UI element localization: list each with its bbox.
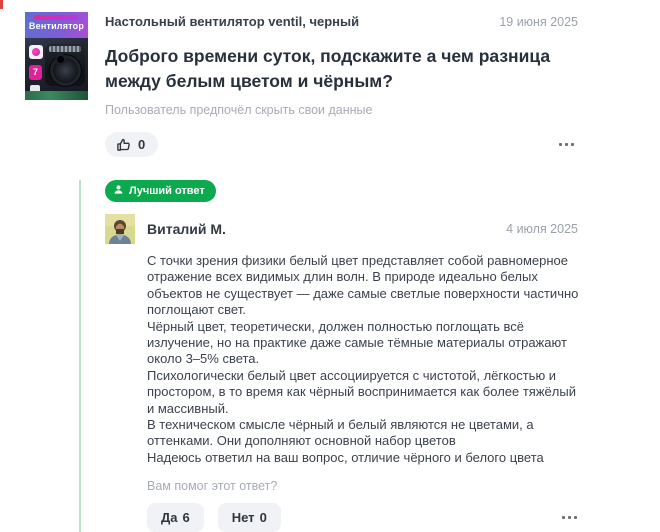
question-header	[105, 14, 578, 29]
answer-author[interactable]: Виталий М.	[147, 221, 226, 237]
answer-menu-button[interactable]	[558, 512, 581, 523]
vote-yes-button[interactable]	[147, 503, 204, 532]
thumbnail-promo-stripe	[34, 15, 78, 20]
answer-paragraph: Чёрный цвет, теоретически, должен полностью поглощать всё излучение, но на практике даже самые тёмные материалы отражают около 3–5% света.	[147, 318, 567, 367]
thumbnail-number-badge: 7	[29, 65, 42, 80]
product-thumbnail[interactable]	[25, 12, 88, 100]
thumbnail-sticker-icon	[29, 45, 43, 59]
answer-paragraph: С точки зрения физики белый цвет представляет собой равномерное отражение всех видимых длин волн. В природе идеально белых объектов не существует — даже самые светлые поверхности частично поглощают свет.	[147, 253, 579, 318]
answer-body	[147, 253, 581, 466]
vote-yes-label: Да	[161, 510, 178, 526]
fan-image	[45, 44, 85, 86]
question-like-button[interactable]	[105, 132, 158, 157]
thumbnail-grass	[25, 91, 88, 100]
fan-hub	[57, 56, 64, 63]
thumbs-up-icon	[116, 137, 131, 152]
fan-grille-top	[49, 46, 81, 52]
answer-thread	[79, 180, 578, 532]
person-icon	[113, 184, 124, 198]
fan-ring	[49, 54, 82, 87]
question-like-count: 0	[138, 137, 146, 152]
screenshot-edge-artifact	[0, 0, 3, 9]
question-menu-button[interactable]	[555, 139, 578, 150]
product-title[interactable]: Настольный вентилятор ventil, черный	[105, 14, 360, 29]
thumbnail-banner	[25, 12, 88, 38]
vote-no-count: 0	[259, 510, 267, 526]
question-text: Доброго времени суток, подскажите а чем разница между белым цветом и чёрным?	[105, 46, 551, 91]
helpful-prompt: Вам помог этот ответ?	[147, 479, 278, 494]
best-answer-badge-label: Лучший ответ	[129, 185, 205, 197]
thumbnail-banner-text: Вентилятор	[28, 21, 85, 31]
user-hidden-note: Пользователь предпочёл скрыть свои данные	[105, 103, 373, 117]
vote-yes-count: 6	[182, 510, 190, 526]
question-card	[105, 14, 578, 157]
answer-paragraph: Психологически белый цвет ассоциируется с чистотой, лёгкостью и простором, в то время как чёрный воспринимается как более тяжёлый и массивный.	[147, 367, 576, 416]
answer-header	[105, 214, 578, 244]
vote-no-label: Нет	[231, 510, 255, 526]
vote-no-button[interactable]	[218, 503, 281, 532]
answer-paragraph: Надеюсь ответил на ваш вопрос, отличие чёрного и белого цвета	[147, 449, 544, 465]
question-date: 19 июня 2025	[499, 15, 578, 29]
answer-footer	[147, 503, 581, 532]
answer-paragraph: В техническом смысле чёрный и белый являются не цветами, а оттенками. Они дополняют основной набор цветов	[147, 417, 534, 449]
answer-date: 4 июля 2025	[506, 222, 578, 236]
avatar	[105, 214, 135, 244]
best-answer-badge	[105, 180, 216, 202]
question-actions	[105, 132, 578, 157]
